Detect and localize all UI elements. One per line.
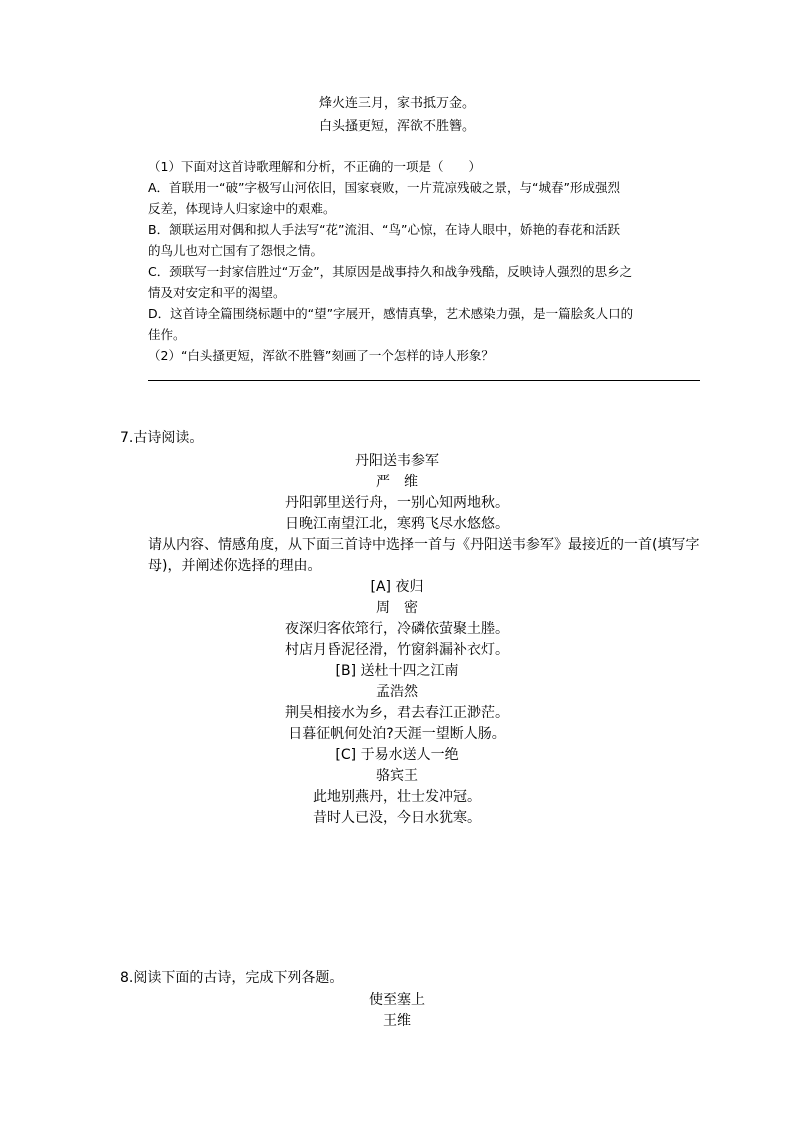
poem-line: 昔时人已没，今日水犹寒。 xyxy=(313,810,481,826)
poem-line: 日暮征帆何处泊?天涯一望断人肠。 xyxy=(288,726,506,742)
question-stem: （1）下面对这首诗歌理解和分析，不正确的一项是（ ） xyxy=(148,159,481,174)
poem-line: 荆吴相接水为乡，君去春江正渺茫。 xyxy=(285,705,509,721)
poem-line: 日晚江南望江北，寒鸦飞尽水悠悠。 xyxy=(285,516,509,532)
poem-a-author: 周 密 xyxy=(376,600,418,616)
poem-title: 丹阳送韦参军 xyxy=(355,453,439,469)
poem-author: 严 维 xyxy=(376,474,418,490)
option-c-line2: 情及对安定和平的渴望。 xyxy=(148,285,286,300)
question-7-heading: 7.古诗阅读。 xyxy=(120,430,204,446)
poem-c-author: 骆宾王 xyxy=(376,768,418,784)
poem-line: 村店月昏泥径滑，竹窗斜漏补衣灯。 xyxy=(285,642,509,658)
poem-line: 夜深归客依筇行，冷磷依萤聚土塍。 xyxy=(285,621,509,637)
poem-line: 白头搔更短，浑欲不胜簪。 xyxy=(318,119,475,134)
poem-line: 此地别燕丹，壮士发冲冠。 xyxy=(313,789,481,805)
poem-c-title: [C] 于易水送人一绝 xyxy=(335,747,459,763)
option-b-line2: 的鸟儿也对亡国有了怨恨之情。 xyxy=(148,243,324,258)
option-c-line1: C．颈联写一封家信胜过“万金”，其原因是战事持久和战争残酷，反映诗人强烈的思乡之 xyxy=(148,264,633,279)
option-d-line2: 佳作。 xyxy=(148,327,186,342)
question-2-stem: （2）“白头搔更短，浑欲不胜簪”刻画了一个怎样的诗人形象？ xyxy=(148,348,494,363)
poem-a-title: [A] 夜归 xyxy=(370,579,424,595)
question-8-heading: 8.阅读下面的古诗，完成下列各题。 xyxy=(120,970,344,986)
option-b-line1: B．颔联运用对偶和拟人手法写“花”流泪、“鸟”心惊，在诗人眼中，娇艳的春花和活跃 xyxy=(148,222,620,237)
option-a-line1: A．首联用一“破”字极写山河依旧，国家衰败，一片荒凉残破之景，与“城春”形成强烈 xyxy=(148,180,620,195)
poem-author: 王维 xyxy=(383,1013,411,1029)
answer-line[interactable] xyxy=(148,380,700,381)
poem-b-title: [B] 送杜十四之江南 xyxy=(335,663,459,679)
question-prompt: 请从内容、情感角度，从下面三首诗中选择一首与《丹阳送韦参军》最接近的一首(填写字 xyxy=(148,537,700,553)
poem-line: 烽火连三月，家书抵万金。 xyxy=(318,96,475,111)
poem-line: 丹阳郭里送行舟，一别心知两地秋。 xyxy=(285,495,509,511)
option-d-line1: D．这首诗全篇围绕标题中的“望”字展开，感情真挚，艺术感染力强，是一篇脍炙人口的 xyxy=(148,306,634,321)
option-a-line2: 反差，体现诗人归家途中的艰难。 xyxy=(148,201,336,216)
question-prompt: 母)，并阐述你选择的理由。 xyxy=(148,558,322,574)
poem-b-author: 孟浩然 xyxy=(376,684,418,700)
poem-title: 使至塞上 xyxy=(369,992,425,1008)
